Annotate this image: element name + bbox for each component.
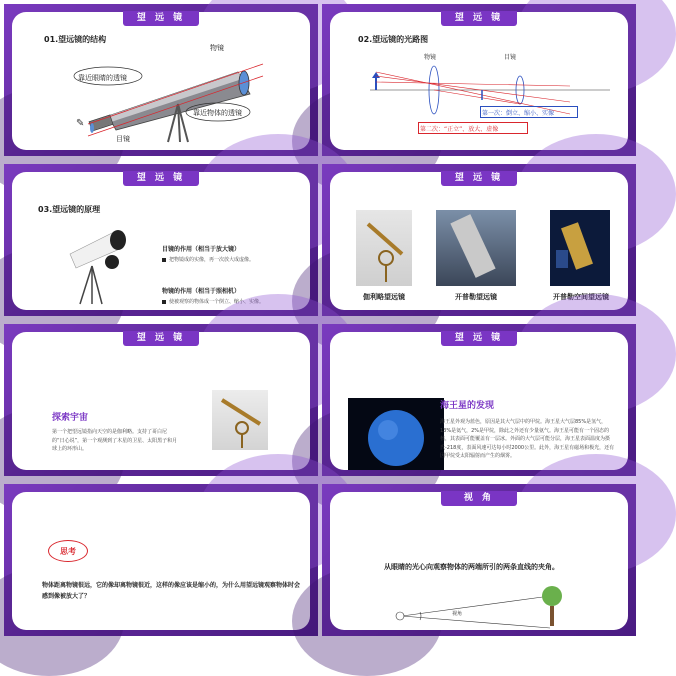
objective-role-desc: 使被观察的物体成一个倒立、缩小、实像。 xyxy=(162,298,264,307)
galileo-telescope-photo xyxy=(356,210,412,286)
slide-card xyxy=(330,12,628,150)
slide-card xyxy=(12,492,310,630)
caption-kepler: 开普勒望远镜 xyxy=(455,293,497,301)
neptune-image xyxy=(348,398,444,470)
eyepiece-role-title: 目镜的作用（相当于放大镜） xyxy=(162,246,241,253)
galileo-telescope-photo xyxy=(212,390,268,450)
slide-card xyxy=(330,492,628,630)
section-heading: 01.望远镜的结构 xyxy=(44,35,107,44)
label-second-image: 第二次：“正立”、放大、虚像 xyxy=(420,126,499,133)
label-visual-angle: 视角 xyxy=(452,611,463,617)
slide-visual-angle[interactable] xyxy=(322,484,636,636)
label-objective: 物镜 xyxy=(210,44,224,52)
kepler-space-telescope-photo xyxy=(550,210,610,286)
telescope-photo xyxy=(62,226,132,306)
slide-card xyxy=(330,172,628,310)
slide-card xyxy=(12,12,310,150)
thinking-bubble: 思考 xyxy=(60,547,76,556)
label-object-lens: 靠近物体的透镜 xyxy=(193,109,242,117)
label-eyepiece: 目镜 xyxy=(116,135,130,143)
visual-angle-definition: 从眼睛的光心向观察物体的两端所引的两条直线的夹角。 xyxy=(384,563,559,571)
svg-text:✎: ✎ xyxy=(76,118,85,129)
visual-angle-diagram xyxy=(390,576,580,630)
neptune-body: 海王星外观为蓝色，原因是其大气层中的甲烷。海王星大气层85%是氢气，13%是氦气，2%是甲烷，除此之外还有少量氨气。海王星可能有一个固态的核，其表面可能覆盖有一层冰。外面的大气层可能分层，海王星表面温度为摄氏-218度，表面风速可达每小时2000公里。此外，海王星有磁场和极光，还有因甲烷受太阳辐射而产生的烟雾。 xyxy=(440,419,615,459)
slide-card xyxy=(330,332,628,470)
telescope-illustration xyxy=(68,42,268,146)
label-eyepiece-lens: 靠近眼睛的透镜 xyxy=(78,74,127,82)
explore-title: 探索宇宙 xyxy=(52,413,89,423)
slide-tab: 望 远 镜 xyxy=(441,331,517,346)
slide-thinking[interactable] xyxy=(4,484,318,636)
caption-kepler-space: 开普勒空间望远镜 xyxy=(553,293,609,301)
label-objective: 物镜 xyxy=(424,54,437,61)
slide-card xyxy=(12,172,310,310)
slide-tab: 望 远 镜 xyxy=(123,171,199,186)
slide-tab: 望 远 镜 xyxy=(441,171,517,186)
slide-tab: 望 远 镜 xyxy=(441,11,517,26)
section-heading: 03.望远镜的原理 xyxy=(38,205,101,214)
label-first-image: 第一次：倒立、缩小、实像 xyxy=(482,110,555,117)
eyepiece-role-desc: 把物镜成的实像，再一次放大成虚像。 xyxy=(162,256,254,265)
explore-body: 第一个把望远镜指向天空的是伽利略。支持了哥白尼的“日心说”，第一个观测到了木星的卫星、太阳黑子和月球上的环形山。 xyxy=(52,429,178,452)
slide-tab: 望 远 镜 xyxy=(123,11,199,26)
slide-tab: 视 角 xyxy=(441,491,517,506)
caption-galileo: 伽利略望远镜 xyxy=(363,293,405,301)
thinking-question: 物体距离物镜很远，它的像却离物镜很近，这样的像应该是缩小的，为什么用望远镜观察物体时会感到像被放大了？ xyxy=(42,582,301,601)
neptune-title: 海王星的发现 xyxy=(440,401,495,411)
slide-card xyxy=(12,332,310,470)
label-eyepiece: 目镜 xyxy=(504,54,517,61)
section-heading: 02.望远镜的光路图 xyxy=(358,35,429,44)
slide-tab: 望 远 镜 xyxy=(123,331,199,346)
objective-role-title: 物镜的作用（相当于照相机） xyxy=(162,288,241,295)
kepler-telescope-photo xyxy=(436,210,516,286)
